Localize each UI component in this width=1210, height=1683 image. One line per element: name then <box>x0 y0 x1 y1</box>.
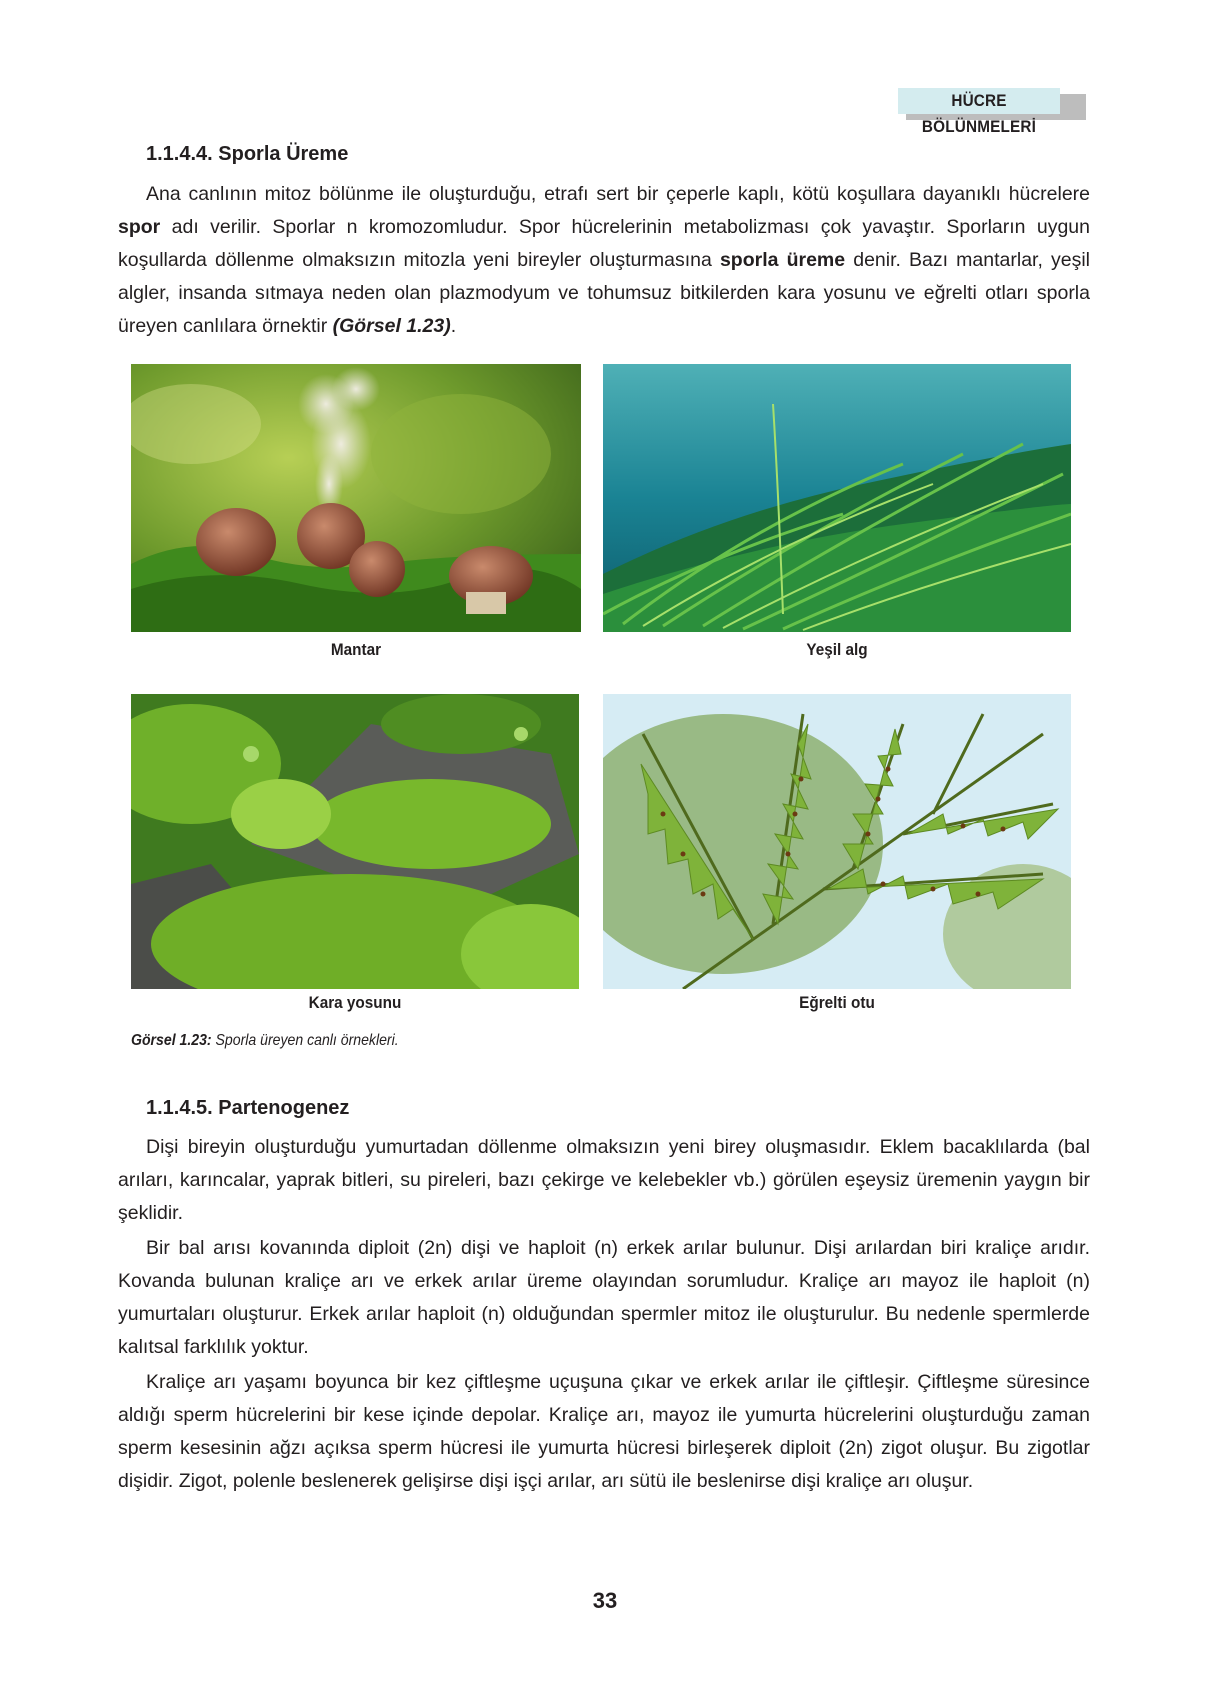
chapter-header-tag <box>898 88 1086 136</box>
caption-kara-yosunu: Kara yosunu <box>308 993 402 1012</box>
text-segment: adı verilir. Sporlar n kromozomludur. Spor hücrelerinin metabolizması çok yavaştır. Sporların uygun koşullarda döllenme olmaksızın mitozla yeni bireyler oluşturmasına <box>118 216 1090 271</box>
text-segment: . <box>450 315 457 337</box>
figure-reference: (Görsel 1.23) <box>332 315 451 337</box>
caption-yesil-alg: Yeşil alg <box>806 640 868 659</box>
figure-label: Görsel 1.23: <box>131 1032 212 1049</box>
caption-egrelti-otu: Eğrelti otu <box>799 993 875 1012</box>
photo-egrelti-otu <box>603 694 1071 989</box>
caption-mantar: Mantar <box>330 640 382 659</box>
text-segment: denir. Bazı mantarlar, yeşil algler, insanda sıtmaya neden olan plazmodyum ve tohumsuz bitkilerden kara yosunu ve eğrelti otları sporla üreyen canlılara örnektir <box>118 249 1091 337</box>
photo-kara-yosunu <box>131 694 579 989</box>
photo-yesil-alg <box>603 364 1071 632</box>
bold-term-spor: spor <box>118 216 161 238</box>
figure-caption-text: Sporla üreyen canlı örnekleri. <box>211 1032 399 1049</box>
paragraph-partenogenez-2: Bir bal arısı kovanında diploit (2n) dişi ve haploit (n) erkek arılar bulunur. Dişi arılardan biri kraliçe arıdır. Kovanda bulunan kraliçe arı ve erkek arılar üreme olayından sorumludur. Kraliçe arı mayoz ile haploit (n) yumurtaları oluşturur. Erkek arılar haploit (n) olduğundan spermler mitoz ile oluşturulur. Bu nedenle spermlerde kalıtsal farklılık yoktur. <box>118 1237 1090 1358</box>
header-tag-label: HÜCRE BÖLÜNMELERİ <box>898 88 1060 114</box>
text-segment: Ana canlının mitoz bölünme ile oluşturduğu, etrafı sert bir çeperle kaplı, kötü koşullara dayanıklı hücrelere <box>146 183 1090 205</box>
photo-mantar <box>131 364 581 632</box>
paragraph-partenogenez-1: Dişi bireyin oluşturduğu yumurtadan döllenme olmaksızın yeni birey oluşmasıdır. Eklem bacaklılarda (bal arıları, karıncalar, yaprak bitleri, su pireleri, bazı çekirge ve kelebekler vb.) görülen eşeysiz üremenin yaygın bir şeklidir. <box>118 1136 1090 1224</box>
section-title-sporla-ureme: 1.1.4.4. Sporla Üreme <box>146 143 349 165</box>
paragraph-sporla-ureme <box>118 178 1090 343</box>
bold-term-sporla-ureme: sporla üreme <box>719 249 846 271</box>
paragraph-partenogenez-3: Kraliçe arı yaşamı boyunca bir kez çiftleşme uçuşuna çıkar ve erkek arılar ile çiftleşir. Çiftleşme süresince aldığı sperm hücrelerini bir kese içinde depolar. Kraliçe arı, mayoz ile yumurta hücrelerini oluşturduğu zaman sperm kesesinin ağzı açıksa sperm hücresi ile yumurta hücresi birleşerek diploit (2n) zigot oluşur. Bu zigotlar dişidir. Zigot, polenle beslenerek gelişirse dişi işçi arılar, arı sütü ile beslenirse dişi kraliçe arı oluşur. <box>118 1371 1090 1492</box>
section-title-partenogenez: 1.1.4.5. Partenogenez <box>146 1097 350 1119</box>
page-number: 33 <box>592 1588 618 1613</box>
figure-caption <box>131 1032 399 1050</box>
